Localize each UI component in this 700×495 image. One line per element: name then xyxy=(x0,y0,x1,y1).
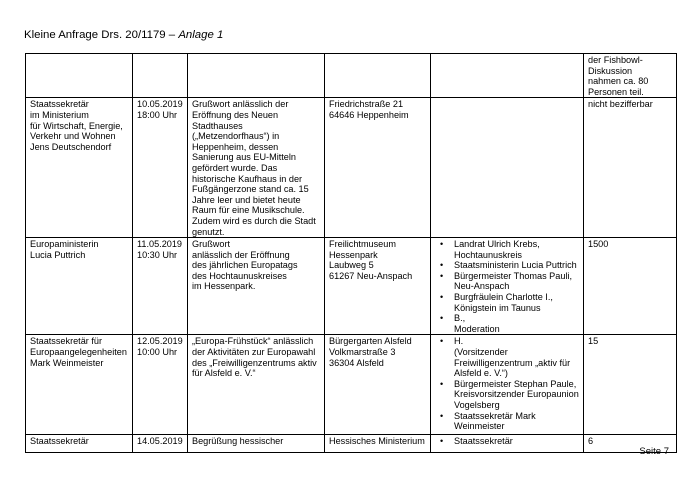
cell-line: Fußgängerzone stand ca. 15 xyxy=(192,184,309,195)
cell-line: Burgfräulein Charlotte I., xyxy=(454,292,553,303)
cell-line: Heppenheim, dessen xyxy=(192,141,279,152)
page-number: Seite 7 xyxy=(639,446,669,457)
cell-line: 12.05.2019 xyxy=(137,336,183,347)
date-time-cell xyxy=(133,98,188,238)
location-cell xyxy=(325,435,431,453)
cell-line: Stadthauses xyxy=(192,120,243,131)
cell-line: Bürgermeister Stephan Paule, xyxy=(454,378,577,389)
official-cell xyxy=(26,335,133,435)
bullet-icon: • xyxy=(440,270,444,281)
cell-line: Laubweg 5 xyxy=(329,260,374,271)
cell-line: Hessenpark xyxy=(329,249,378,260)
list-item xyxy=(435,436,580,447)
occasion-cell xyxy=(188,98,325,238)
cell-line: Jahre leer und bietet heute xyxy=(192,194,301,205)
cell-line: 10.05.2019 xyxy=(137,99,183,110)
list-item xyxy=(435,260,580,271)
table-row xyxy=(26,54,677,98)
cell-line: Raum für eine Musikschule. xyxy=(192,205,305,216)
table-row xyxy=(26,98,677,238)
cell-line: Bürgergarten Alsfeld xyxy=(329,336,412,347)
attendance-cell xyxy=(584,54,677,98)
bullet-icon: • xyxy=(440,410,444,421)
cell-line: des „Freiwilligenzentrums aktiv xyxy=(192,357,317,368)
official-cell xyxy=(26,54,133,98)
cell-line: des Hochtaunuskreises xyxy=(192,270,287,281)
list-item xyxy=(435,379,580,411)
cell-line: Grußwort anlässlich der xyxy=(192,99,289,110)
cell-line: 11.05.2019 xyxy=(137,239,182,250)
participants-list xyxy=(435,436,580,447)
cell-line: Landrat Ulrich Krebs, xyxy=(454,239,540,250)
cell-line: Staatssekretär xyxy=(30,436,89,447)
cell-line: nahmen ca. 80 xyxy=(588,76,649,87)
cell-line: Europaangelegenheiten xyxy=(30,347,127,358)
participants-cell xyxy=(431,54,584,98)
cell-line: 64646 Heppenheim xyxy=(329,109,409,120)
cell-line: 15 xyxy=(588,336,599,347)
date-time-cell xyxy=(133,335,188,435)
document-header xyxy=(24,29,223,42)
occasion-cell xyxy=(188,435,325,453)
cell-line: „Europa-Frühstück“ anlässlich xyxy=(192,336,314,347)
cell-line: Eröffnung des Neuen xyxy=(192,109,279,120)
official-cell xyxy=(26,435,133,453)
table-row xyxy=(26,238,677,335)
date-time-cell xyxy=(133,435,188,453)
cell-line: 1500 xyxy=(588,239,609,250)
location-cell xyxy=(325,335,431,435)
cell-line: Bürgermeister Thomas Pauli, xyxy=(454,270,572,281)
cell-line: Verkehr und Wohnen xyxy=(30,131,116,142)
cell-line: Freiwilligenzentrum „aktiv für xyxy=(454,357,571,368)
cell-line: Staatssekretär Mark xyxy=(454,410,536,421)
cell-line: im Ministerium xyxy=(30,109,89,120)
participants-cell xyxy=(431,335,584,435)
cell-line: Lucia Puttrich xyxy=(30,249,86,260)
cell-line: anlässlich der Eröffnung xyxy=(192,249,290,260)
cell-line: Staatssekretär für xyxy=(30,336,103,347)
cell-line: Friedrichstraße 21 xyxy=(329,99,404,110)
cell-line: gefördert wurde. Das xyxy=(192,162,278,173)
cell-line: genutzt. xyxy=(192,226,225,237)
cell-line: im Hessenpark. xyxy=(192,281,256,292)
cell-line: H. xyxy=(454,336,464,347)
cell-line: Diskussion xyxy=(588,65,633,76)
occasion-cell xyxy=(188,54,325,98)
list-item xyxy=(435,411,580,432)
cell-line: („Metzendorfhaus“) in xyxy=(192,131,280,142)
official-cell xyxy=(26,98,133,238)
events-table-body xyxy=(26,54,677,453)
cell-line: Hessisches Ministerium xyxy=(329,436,425,447)
cell-line: für Wirtschaft, Energie, xyxy=(30,120,123,131)
list-item xyxy=(435,336,580,378)
cell-line: für Alsfeld e. V.“ xyxy=(192,368,256,379)
cell-line: 18:00 Uhr xyxy=(137,109,178,120)
cell-line: Weinmeister xyxy=(454,421,505,432)
bullet-icon: • xyxy=(440,313,444,324)
location-cell xyxy=(325,54,431,98)
cell-line: historische Kaufhaus in der xyxy=(192,173,303,184)
date-time-cell xyxy=(133,54,188,98)
cell-line: des jährlichen Europatags xyxy=(192,260,298,271)
header-dash: – xyxy=(165,29,179,41)
participants-list xyxy=(435,336,580,431)
attendance-cell xyxy=(584,335,677,435)
bullet-icon: • xyxy=(440,436,444,447)
cell-line: Europaministerin xyxy=(30,239,99,250)
cell-line: Kreisvorsitzender Europaunion xyxy=(454,389,579,400)
cell-line: Sanierung aus EU-Mitteln xyxy=(192,152,296,163)
bullet-icon: • xyxy=(440,239,444,250)
cell-line: Begrüßung hessischer xyxy=(192,436,284,447)
table-row xyxy=(26,335,677,435)
cell-line: nicht bezifferbar xyxy=(588,99,653,110)
occasion-cell xyxy=(188,238,325,335)
list-item xyxy=(435,292,580,313)
cell-line: Jens Deutschendorf xyxy=(30,141,112,152)
cell-line: Zudem wird es durch die Stadt xyxy=(192,215,316,226)
attachment-label: Anlage 1 xyxy=(178,29,224,41)
cell-line: 6 xyxy=(588,436,594,447)
list-item xyxy=(435,271,580,292)
cell-line: Volkmarstraße 3 xyxy=(329,347,396,358)
list-item xyxy=(435,313,580,334)
location-cell xyxy=(325,238,431,335)
cell-line: 10:00 Uhr xyxy=(137,347,178,358)
document-reference: Kleine Anfrage Drs. 20/1179 xyxy=(24,29,166,41)
participants-cell xyxy=(431,238,584,335)
list-item xyxy=(435,239,580,260)
official-cell xyxy=(26,238,133,335)
participants-cell xyxy=(431,98,584,238)
location-cell xyxy=(325,98,431,238)
cell-line: Freilichtmuseum xyxy=(329,239,396,250)
cell-line: Mark Weinmeister xyxy=(30,357,104,368)
cell-line: Staatssekretär xyxy=(454,436,513,447)
cell-line: 14.05.2019 xyxy=(137,436,183,447)
cell-line: 10:30 Uhr xyxy=(137,249,178,260)
cell-line: Neu-Anspach xyxy=(454,281,510,292)
cell-line: (Vorsitzender xyxy=(454,347,508,358)
cell-line: der Aktivitäten zur Europawahl xyxy=(192,347,316,358)
events-table xyxy=(25,53,677,453)
cell-line: 61267 Neu-Anspach xyxy=(329,270,413,281)
participants-cell xyxy=(431,435,584,453)
cell-line: B., xyxy=(454,313,466,324)
attendance-cell xyxy=(584,98,677,238)
table-row xyxy=(26,435,677,453)
attendance-cell xyxy=(584,238,677,335)
cell-line: Alsfeld e. V.“) xyxy=(454,368,508,379)
bullet-icon: • xyxy=(440,336,444,347)
cell-line: Staatssekretär xyxy=(30,99,89,110)
cell-line: Personen teil. xyxy=(588,86,644,97)
date-time-cell xyxy=(133,238,188,335)
bullet-icon: • xyxy=(440,292,444,303)
cell-line: Vogelsberg xyxy=(454,400,500,410)
bullet-icon: • xyxy=(440,260,444,271)
occasion-cell xyxy=(188,335,325,435)
cell-line: Staatsministerin Lucia Puttrich xyxy=(454,260,577,271)
cell-line: Moderation xyxy=(454,323,500,334)
cell-line: Grußwort xyxy=(192,239,231,250)
bullet-icon: • xyxy=(440,378,444,389)
cell-line: Königstein im Taunus xyxy=(454,302,541,313)
cell-line: 36304 Alsfeld xyxy=(329,357,384,368)
cell-line: der Fishbowl- xyxy=(588,55,643,65)
cell-line: Hochtaunuskreis xyxy=(454,249,522,260)
participants-list xyxy=(435,239,580,334)
